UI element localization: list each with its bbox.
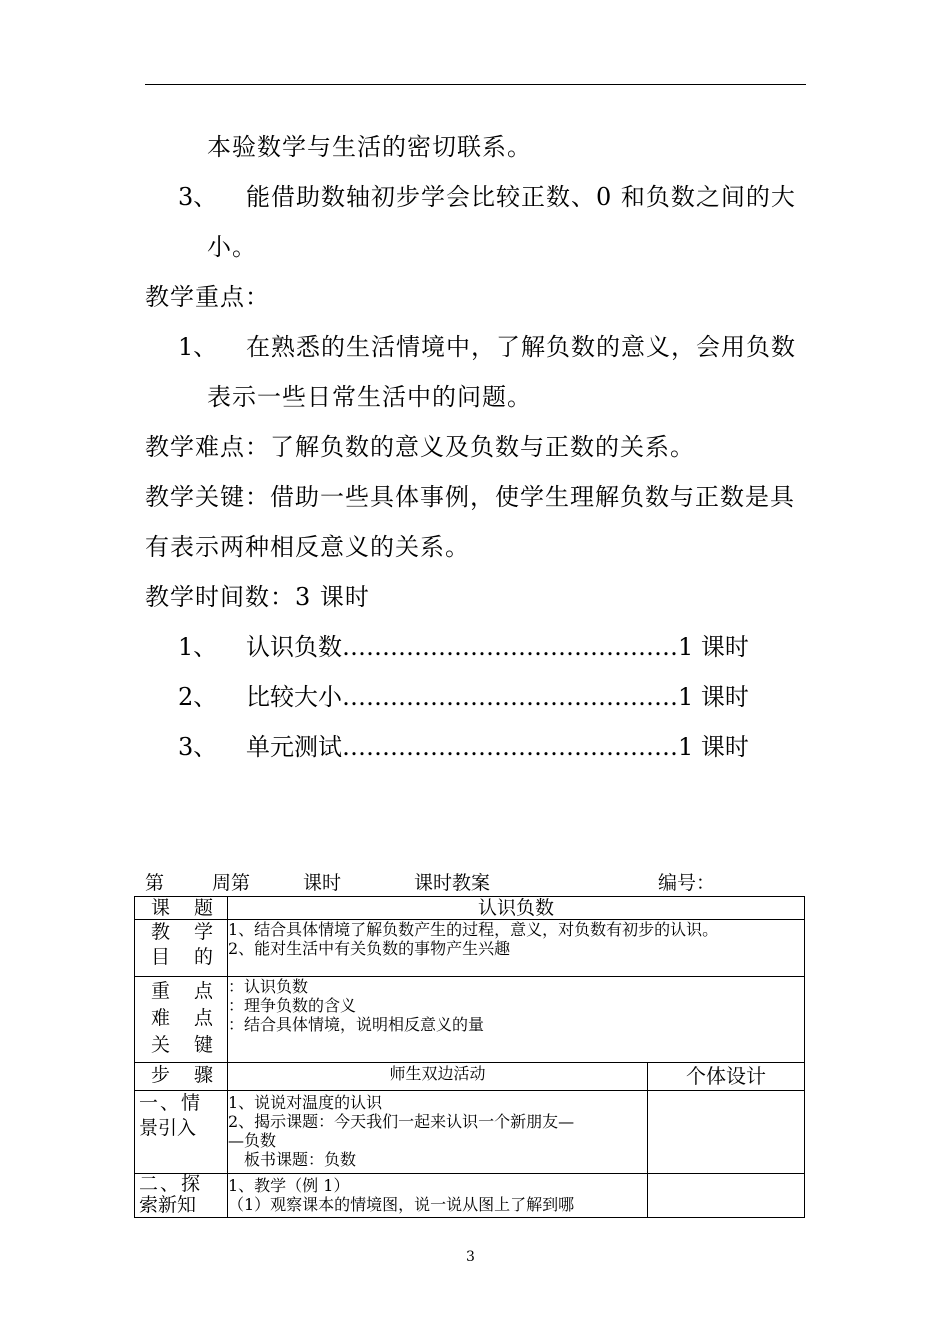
label-char: 键 bbox=[193, 1034, 213, 1056]
keys-cell bbox=[228, 977, 805, 1063]
step-design-cell bbox=[647, 1091, 804, 1174]
label-char: 重 bbox=[151, 980, 171, 1002]
list-number: 1、 bbox=[178, 333, 218, 361]
label-char: 步 bbox=[151, 1064, 171, 1086]
header-period: 课时 bbox=[303, 872, 342, 894]
label-char: 难 bbox=[151, 1007, 171, 1029]
activity-line: 1、说说对温度的认识 bbox=[228, 1093, 383, 1112]
body-line: 表示一些日常生活中的问题。 bbox=[207, 383, 532, 411]
activity-line: （1）观察课本的情境图，说一说从图上了解到哪 bbox=[228, 1195, 575, 1214]
schedule-number: 3、 bbox=[178, 733, 218, 761]
schedule-number: 1、 bbox=[178, 633, 218, 661]
step-label-line: 索新知 bbox=[139, 1194, 197, 1216]
label-char: 点 bbox=[193, 980, 213, 1002]
topic-label-cell bbox=[135, 897, 228, 920]
label-char: 点 bbox=[193, 1007, 213, 1029]
header-zhou-di: 周第 bbox=[212, 872, 251, 894]
key-label-cell bbox=[135, 977, 228, 1063]
header-plan-title: 课时教案 bbox=[414, 872, 491, 894]
label-char: 题 bbox=[193, 897, 213, 919]
step-label-line: 景引入 bbox=[139, 1117, 197, 1139]
body-line: 小。 bbox=[207, 233, 257, 261]
key-line: ：结合具体情境，说明相反意义的量 bbox=[228, 1015, 485, 1034]
activity-line: 1、教学（例 1） bbox=[228, 1176, 350, 1195]
body-line: 有表示两种相反意义的关系。 bbox=[145, 533, 470, 561]
step-label-cell bbox=[135, 1063, 228, 1091]
lesson-plan-table bbox=[134, 896, 805, 1218]
schedule-number: 2、 bbox=[178, 683, 218, 711]
label-char: 学 bbox=[193, 921, 213, 943]
body-line: 教学关键：借助一些具体事例，使学生理解负数与正数是具 bbox=[145, 483, 795, 511]
schedule-item: 认识负数……………………………………1 课时 bbox=[246, 633, 749, 661]
table-row bbox=[135, 1091, 805, 1174]
step-design-cell bbox=[647, 1174, 804, 1218]
body-line: 教学难点：了解负数的意义及负数与正数的关系。 bbox=[145, 433, 695, 461]
label-char: 骤 bbox=[193, 1064, 213, 1086]
table-row bbox=[135, 897, 805, 920]
table-row bbox=[135, 1063, 805, 1091]
table-row bbox=[135, 977, 805, 1063]
activity-header-cell: 师生双边活动 bbox=[228, 1063, 648, 1091]
design-header-cell: 个体设计 bbox=[647, 1063, 804, 1091]
section-heading: 教学重点： bbox=[145, 283, 270, 311]
body-line: 能借助数轴初步学会比较正数、0 和负数之间的大 bbox=[246, 183, 796, 211]
body-line: 教学时间数：3 课时 bbox=[145, 583, 370, 611]
schedule-item: 比较大小……………………………………1 课时 bbox=[246, 683, 749, 711]
activity-line: 2、揭示课题：今天我们一起来认识一个新朋友— bbox=[228, 1112, 575, 1131]
page-number: 3 bbox=[466, 1249, 475, 1265]
goal-line: 2、能对生活中有关负数的事物产生兴趣 bbox=[228, 939, 511, 958]
table-row bbox=[135, 920, 805, 977]
key-line: ：认识负数 bbox=[228, 977, 309, 996]
label-char: 关 bbox=[151, 1034, 171, 1056]
step-label-line: 二、探 bbox=[139, 1173, 203, 1195]
step-activity-cell bbox=[228, 1174, 648, 1218]
step-activity-cell bbox=[228, 1091, 648, 1174]
header-rule bbox=[145, 84, 806, 85]
header-week: 第 bbox=[145, 872, 165, 894]
body-line: 本验数学与生活的密切联系。 bbox=[207, 133, 532, 161]
label-char: 教 bbox=[151, 921, 171, 943]
goal-label-cell bbox=[135, 920, 228, 977]
key-line: ：理争负数的含义 bbox=[228, 996, 357, 1015]
schedule-item: 单元测试……………………………………1 课时 bbox=[246, 733, 749, 761]
list-number: 3、 bbox=[178, 183, 218, 211]
label-char: 课 bbox=[151, 897, 171, 919]
goal-line: 1、结合具体情境了解负数产生的过程，意义，对负数有初步的认识。 bbox=[228, 920, 719, 939]
header-number: 编号： bbox=[658, 872, 716, 894]
table-row bbox=[135, 1174, 805, 1218]
step-label-cell bbox=[135, 1174, 228, 1218]
topic-cell: 认识负数 bbox=[228, 897, 805, 920]
goals-cell bbox=[228, 920, 805, 977]
step-label-line: 一、情 bbox=[139, 1092, 203, 1114]
label-char: 目 bbox=[151, 946, 171, 968]
label-char: 的 bbox=[193, 946, 213, 968]
activity-line: 板书课题：负数 bbox=[228, 1150, 357, 1169]
body-line: 在熟悉的生活情境中，了解负数的意义，会用负数 bbox=[246, 333, 796, 361]
step-label-cell bbox=[135, 1091, 228, 1174]
activity-line: —负数 bbox=[228, 1131, 277, 1150]
